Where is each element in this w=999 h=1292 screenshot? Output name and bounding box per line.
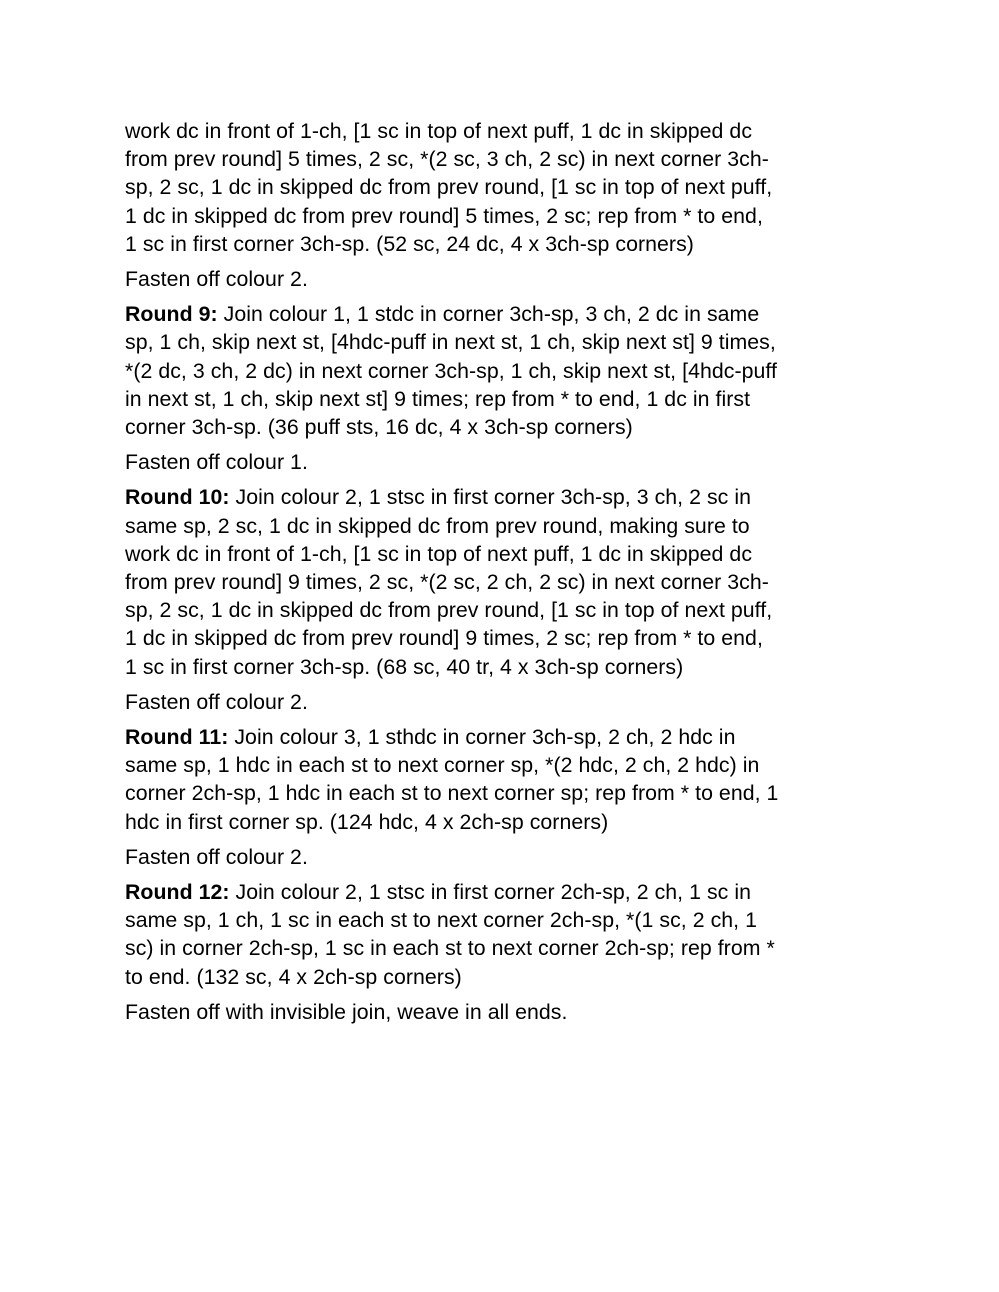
text-line: from prev round] 9 times, 2 sc, *(2 sc, 2 ch, 2 sc) in next corner 3ch- [125, 570, 769, 595]
round-12-instruction [125, 878, 875, 991]
round-text: Join colour 1, 1 stdc in corner 3ch-sp, 3 ch, 2 dc in same [217, 302, 760, 327]
round-10-instruction [125, 483, 875, 680]
text-line: from prev round] 5 times, 2 sc, *(2 sc, 3 ch, 2 sc) in next corner 3ch- [125, 147, 769, 172]
text-line [125, 483, 875, 511]
text-line: sp, 1 ch, skip next st, [4hdc-puff in next st, 1 ch, skip next st] 9 times, [125, 330, 776, 355]
text-line [125, 300, 875, 328]
text-line: 1 sc in first corner 3ch-sp. (52 sc, 24 dc, 4 x 3ch-sp corners) [125, 231, 694, 256]
fasten-off-note: Fasten off colour 1. [125, 450, 308, 475]
round-label: Round 9: [125, 302, 218, 327]
text-line: in next st, 1 ch, skip next st] 9 times; rep from * to end, 1 dc in first [125, 386, 751, 411]
text-line: 1 sc in first corner 3ch-sp. (68 sc, 40 tr, 4 x 3ch-sp corners) [125, 654, 684, 679]
round-text: Join colour 2, 1 stsc in first corner 2ch-sp, 2 ch, 1 sc in [229, 880, 752, 905]
text-line: same sp, 1 ch, 1 sc in each st to next corner 2ch-sp, *(1 sc, 2 ch, 1 [125, 908, 757, 933]
text-line: 1 dc in skipped dc from prev round] 9 times, 2 sc; rep from * to end, [125, 626, 763, 651]
text-line: corner 3ch-sp. (36 puff sts, 16 dc, 4 x 3ch-sp corners) [125, 415, 633, 440]
text-line [125, 723, 875, 751]
text-line: 1 dc in skipped dc from prev round] 5 times, 2 sc; rep from * to end, [125, 203, 763, 228]
text-line: to end. (132 sc, 4 x 2ch-sp corners) [125, 964, 462, 989]
round-9-instruction [125, 300, 875, 441]
text-line: corner 2ch-sp, 1 hdc in each st to next corner sp; rep from * to end, 1 [125, 781, 779, 806]
text-line: sc) in corner 2ch-sp, 1 sc in each st to next corner 2ch-sp; rep from * [125, 936, 775, 961]
round-label: Round 11: [125, 725, 229, 750]
document-page [125, 117, 875, 1033]
text-line: same sp, 2 sc, 1 dc in skipped dc from prev round, making sure to [125, 513, 750, 538]
text-line: sp, 2 sc, 1 dc in skipped dc from prev round, [1 sc in top of next puff, [125, 598, 773, 623]
text-line: same sp, 1 hdc in each st to next corner sp, *(2 hdc, 2 ch, 2 hdc) in [125, 753, 760, 778]
text-line: hdc in first corner sp. (124 hdc, 4 x 2ch-sp corners) [125, 809, 609, 834]
round-label: Round 10: [125, 485, 230, 510]
round-11-instruction [125, 723, 875, 836]
fasten-off-note: Fasten off colour 2. [125, 267, 308, 292]
fasten-off-note: Fasten off colour 2. [125, 844, 308, 869]
text-line: *(2 dc, 3 ch, 2 dc) in next corner 3ch-sp, 1 ch, skip next st, [4hdc-puff [125, 358, 777, 383]
instruction-continuation [125, 117, 875, 258]
text-line [125, 878, 875, 906]
text-line: work dc in front of 1-ch, [1 sc in top of next puff, 1 dc in skipped dc [125, 119, 753, 143]
final-fasten-off-note: Fasten off with invisible join, weave in all ends. [125, 999, 568, 1024]
round-text: Join colour 2, 1 stsc in first corner 3ch-sp, 3 ch, 2 sc in [229, 485, 752, 510]
round-label: Round 12: [125, 880, 230, 905]
fasten-off-note: Fasten off colour 2. [125, 689, 308, 714]
text-line: sp, 2 sc, 1 dc in skipped dc from prev round, [1 sc in top of next puff, [125, 175, 773, 200]
text-line: work dc in front of 1-ch, [1 sc in top of next puff, 1 dc in skipped dc [125, 541, 753, 566]
round-text: Join colour 3, 1 sthdc in corner 3ch-sp, 2 ch, 2 hdc in [228, 725, 736, 750]
